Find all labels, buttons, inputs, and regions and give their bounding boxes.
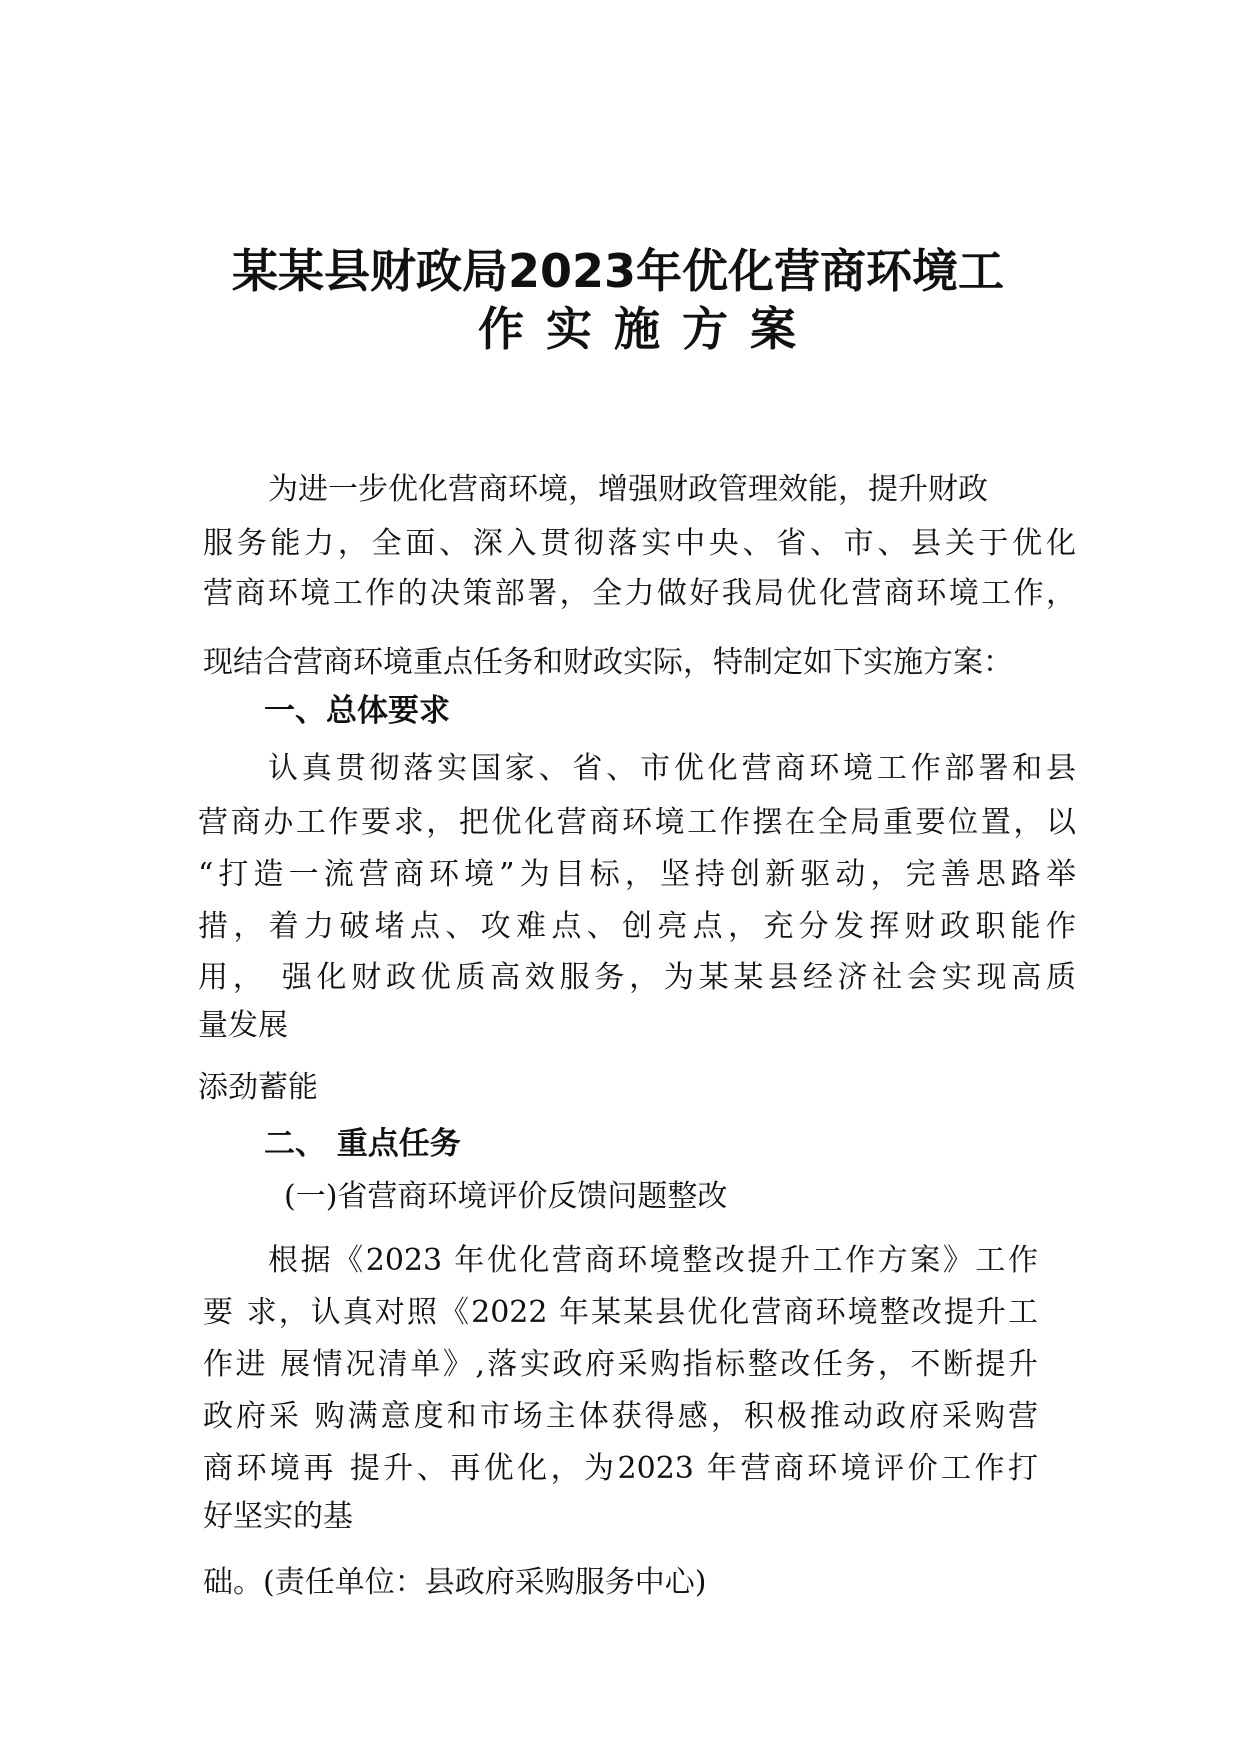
- section1-line-2: 营商办工作要求，把优化营商环境工作摆在全局重要位置，以: [198, 805, 1076, 840]
- section2-line-3: 作进 展情况清单》,落实政府采购指标整改任务，不断提升: [203, 1347, 1038, 1382]
- subsection-heading-1: (一)省营商环境评价反馈问题整改: [284, 1179, 728, 1214]
- document-title-line-2: 作实施方案: [478, 302, 818, 356]
- section2-line-6: 好坚实的基: [203, 1499, 353, 1534]
- section-heading-key-tasks: 二、 重点任务: [264, 1126, 461, 1162]
- section1-line-4: 措，着力破堵点、攻难点、创亮点，充分发挥财政职能作: [198, 909, 1076, 944]
- section1-line-6: 量发展: [198, 1008, 288, 1043]
- section1-line-7: 添劲蓄能: [198, 1070, 318, 1105]
- intro-line-1: 为进一步优化营商环境，增强财政管理效能，提升财政: [268, 472, 988, 507]
- section2-line-2: 要 求，认真对照《2022 年某某县优化营商环境整改提升工: [203, 1295, 1038, 1330]
- section-heading-overall-requirements: 一、总体要求: [264, 693, 450, 729]
- intro-line-3: 营商环境工作的决策部署，全力做好我局优化营商环境工作，: [203, 576, 1076, 611]
- intro-line-2: 服务能力，全面、深入贯彻落实中央、省、市、县关于优化: [203, 526, 1076, 561]
- document-title-line-1: 某某县财政局2023年优化营商环境工: [232, 244, 1005, 298]
- section2-line-5: 商环境再 提升、再优化，为2023 年营商环境评价工作打: [203, 1451, 1038, 1486]
- section2-line-1: 根据《2023 年优化营商环境整改提升工作方案》工作: [268, 1243, 1038, 1278]
- section1-line-5: 用， 强化财政优质高效服务，为某某县经济社会实现高质: [198, 960, 1076, 995]
- section1-line-3: “打造一流营商环境”为目标，坚持创新驱动，完善思路举: [198, 857, 1076, 892]
- intro-line-4: 现结合营商环境重点任务和财政实际，特制定如下实施方案：: [203, 645, 1013, 680]
- section2-line-4: 政府采 购满意度和市场主体获得感，积极推动政府采购营: [203, 1399, 1038, 1434]
- section2-line-7: 础。(责任单位：县政府采购服务中心): [203, 1565, 707, 1600]
- section1-line-1: 认真贯彻落实国家、省、市优化营商环境工作部署和县: [268, 751, 1076, 786]
